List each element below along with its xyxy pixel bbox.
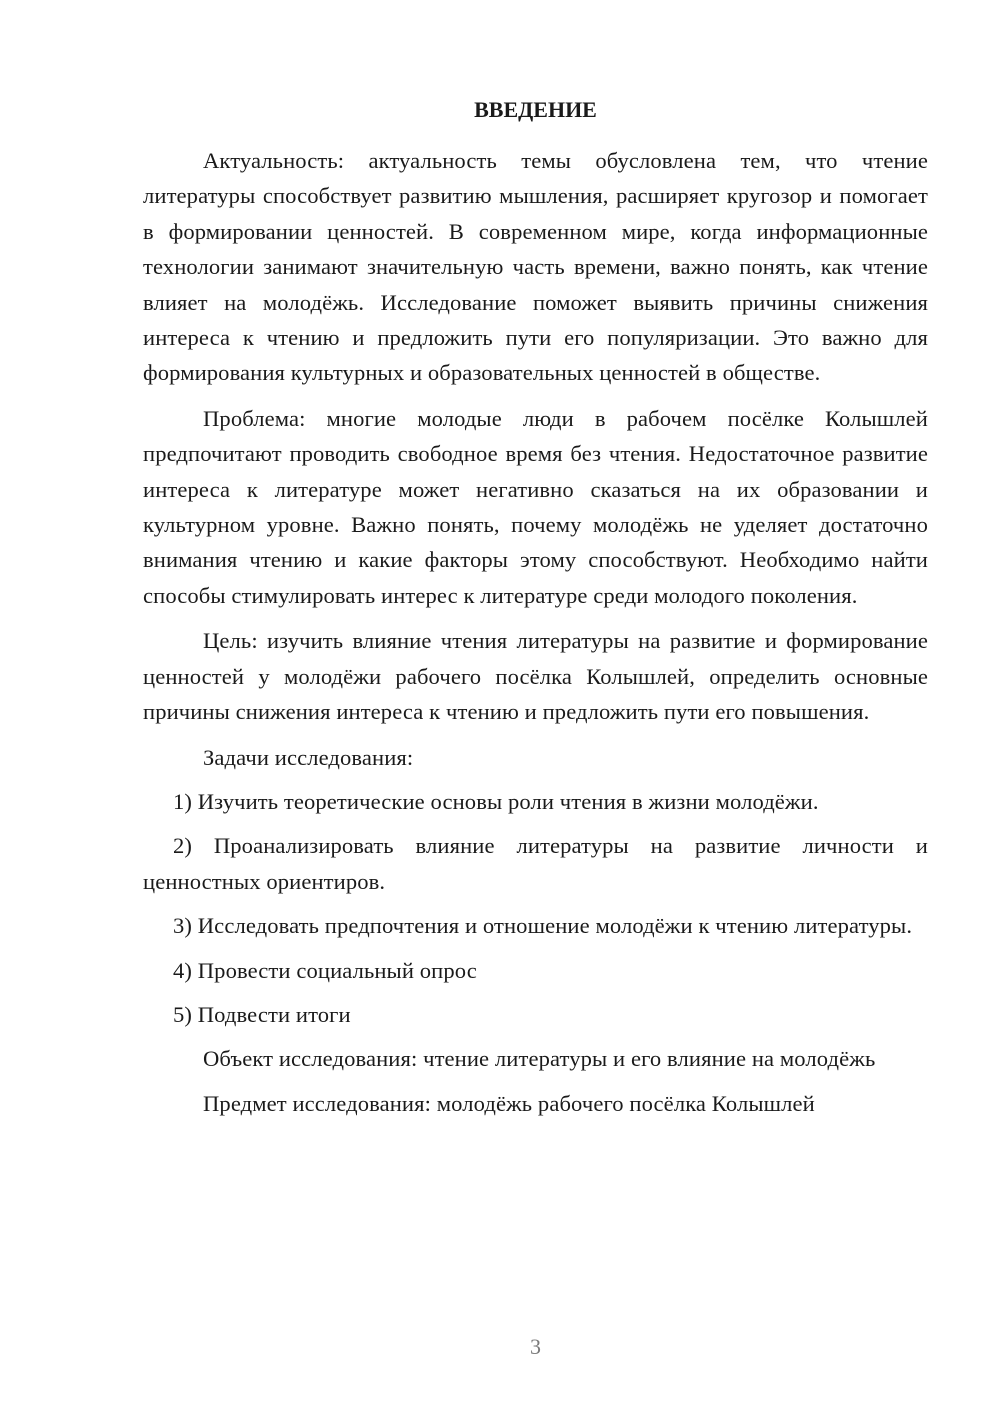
- document-body: [143, 143, 928, 1121]
- paragraph-subject: Предмет исследования: молодёжь рабочего посёлка Колышлей: [203, 1090, 815, 1116]
- task-item-1: 1) Изучить теоретические основы роли чтения в жизни молодёжи.: [173, 788, 819, 814]
- tasks-heading: Задачи исследования:: [203, 744, 414, 770]
- paragraph-relevance: Актуальность: актуальность темы обусловлена тем, что чтение литературы способствует развитию мышления, расширяет кругозор и помогает в формировании ценностей. В современном мире, когда информационные технологии занимают значительную часть времени, важно понять, как чтение влияет на молодёжь. Исследование поможет выявить причины снижения интереса к чтению и предложить пути его популяризации. Это важно для формирования культурных и образовательных ценностей в обществе.: [143, 148, 928, 386]
- task-item-3: 3) Исследовать предпочтения и отношение молодёжи к чтению литературы.: [173, 913, 913, 939]
- paragraph-problem: Проблема: многие молодые люди в рабочем посёлке Колышлей предпочитают проводить свободное время без чтения. Недостаточное развитие интереса к литературе может негативно сказаться на их образовании и культурном уровне. Важно понять, почему молодёжь не уделяет достаточно внимания чтению и какие факторы этому способствуют. Необходимо найти способы стимулировать интерес к литературе среди молодого поколения.: [143, 405, 928, 608]
- task-item-4: 4) Провести социальный опрос: [173, 957, 477, 983]
- task-item-2: 2) Проанализировать влияние литературы на развитие личности и ценностных ориентиров.: [143, 833, 928, 894]
- paragraph-goal: Цель: изучить влияние чтения литературы на развитие и формирование ценностей у молодёжи рабочего посёлка Колышлей, определить основные причины снижения интереса к чтению и предложить пути его повышения.: [143, 628, 928, 725]
- paragraph-object: Объект исследования: чтение литературы и его влияние на молодёжь: [203, 1046, 876, 1072]
- page-number: 3: [529, 1334, 542, 1359]
- task-item-5: 5) Подвести итоги: [173, 1001, 351, 1027]
- page-title: ВВЕДЕНИЕ: [474, 97, 597, 122]
